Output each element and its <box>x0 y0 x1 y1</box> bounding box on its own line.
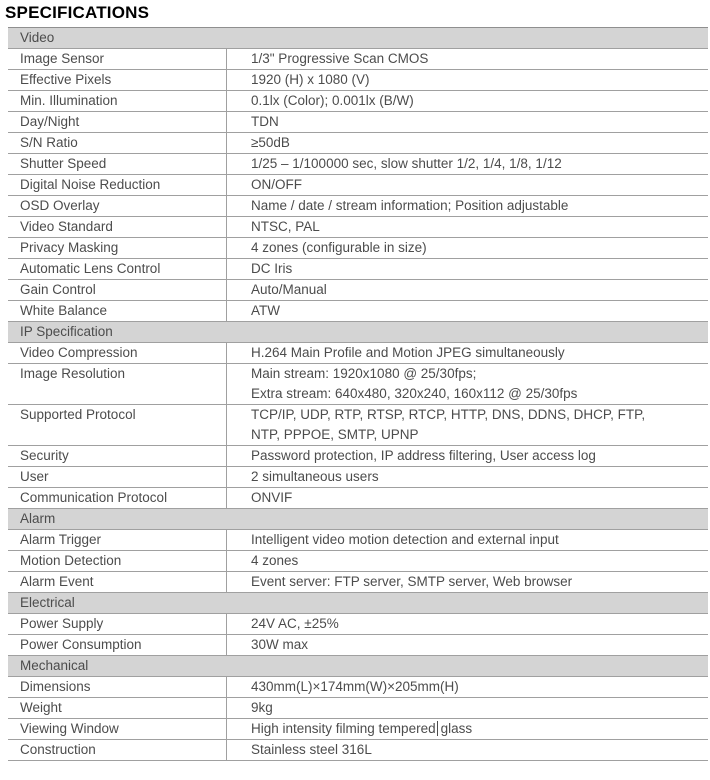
spec-row <box>8 635 708 656</box>
spec-label: User <box>20 469 49 484</box>
spec-row <box>8 280 708 301</box>
spec-row <box>8 530 708 551</box>
spec-value <box>226 301 708 321</box>
spec-value-text: 4 zones <box>251 553 299 568</box>
spec-value-text-after-cursor: glass <box>440 721 473 736</box>
spec-value-text: 1920 (H) x 1080 (V) <box>251 72 370 87</box>
spec-label: Alarm Event <box>20 574 94 589</box>
spec-label: Motion Detection <box>20 553 122 568</box>
spec-row <box>8 698 708 719</box>
spec-row <box>8 551 708 572</box>
spec-row <box>8 154 708 175</box>
spec-value <box>226 259 708 279</box>
spec-value-text: 2 simultaneous users <box>251 469 379 484</box>
spec-value-text: NTP, PPPOE, SMTP, UPNP <box>251 427 419 442</box>
spec-row <box>8 488 708 509</box>
spec-value-line <box>251 364 708 384</box>
spec-value-text: 1/25 – 1/100000 sec, slow shutter 1/2, 1/4, 1/8, 1/12 <box>251 156 562 171</box>
spec-label: Image Sensor <box>20 51 105 66</box>
spec-value <box>226 133 708 153</box>
section-header-electrical: Electrical <box>8 593 708 614</box>
spec-row <box>8 91 708 112</box>
spec-label: Power Supply <box>20 616 104 631</box>
spec-row <box>8 217 708 238</box>
spec-row <box>8 343 708 364</box>
spec-value-text: Event server: FTP server, SMTP server, Web browser <box>251 574 573 589</box>
spec-value-line <box>251 196 708 216</box>
spec-label: Shutter Speed <box>20 156 107 171</box>
spec-value-line <box>251 635 708 655</box>
section-header-video: Video <box>8 28 708 49</box>
spec-row <box>8 614 708 635</box>
spec-label: OSD Overlay <box>20 198 100 213</box>
spec-value <box>226 635 708 655</box>
page-title: SPECIFICATIONS <box>5 3 150 22</box>
spec-value-text: Name / date / stream information; Position adjustable <box>251 198 569 213</box>
spec-value-text: High intensity filming tempered <box>251 721 436 736</box>
spec-value <box>226 343 708 363</box>
spec-value-line <box>251 384 708 404</box>
spec-label: Effective Pixels <box>20 72 112 87</box>
spec-value <box>226 217 708 237</box>
text-cursor <box>437 721 438 736</box>
spec-value-line <box>251 488 708 508</box>
spec-value-line <box>251 740 708 760</box>
spec-label: Privacy Masking <box>20 240 119 255</box>
spec-value-text: ONVIF <box>251 490 293 505</box>
spec-value <box>226 70 708 90</box>
spec-value <box>226 614 708 634</box>
spec-value-text: Stainless steel 316L <box>251 742 372 757</box>
spec-value <box>226 572 708 592</box>
spec-value-line <box>251 530 708 550</box>
spec-value-line <box>251 425 708 445</box>
spec-label: Communication Protocol <box>20 490 168 505</box>
spec-value <box>226 175 708 195</box>
spec-label: Video Standard <box>20 219 113 234</box>
spec-label: Day/Night <box>20 114 80 129</box>
spec-value-line <box>251 677 708 697</box>
spec-value-line <box>251 343 708 363</box>
spec-row <box>8 112 708 133</box>
spec-value-line <box>251 551 708 571</box>
spec-label: Dimensions <box>20 679 91 694</box>
spec-label: Automatic Lens Control <box>20 261 161 276</box>
spec-value <box>226 112 708 132</box>
spec-row <box>8 196 708 217</box>
spec-value <box>226 719 708 739</box>
spec-row <box>8 259 708 280</box>
spec-value <box>226 467 708 487</box>
spec-value-line <box>251 301 708 321</box>
section-header-ip-specification: IP Specification <box>8 322 708 343</box>
spec-label: Supported Protocol <box>20 407 136 422</box>
spec-value-line <box>251 572 708 592</box>
spec-value-text: ON/OFF <box>251 177 302 192</box>
spec-label: Alarm Trigger <box>20 532 102 547</box>
spec-label: Gain Control <box>20 282 96 297</box>
spec-value <box>226 91 708 111</box>
spec-value <box>226 405 708 445</box>
spec-label: Construction <box>20 742 96 757</box>
spec-row <box>8 740 708 761</box>
spec-label: Min. Illumination <box>20 93 118 108</box>
specifications-table <box>8 27 708 761</box>
spec-row <box>8 70 708 91</box>
section-header-alarm: Alarm <box>8 509 708 530</box>
spec-value-line <box>251 405 708 425</box>
spec-row <box>8 446 708 467</box>
spec-value <box>226 238 708 258</box>
spec-value <box>226 280 708 300</box>
spec-value-text: 1/3" Progressive Scan CMOS <box>251 51 429 66</box>
spec-value-text: 30W max <box>251 637 309 652</box>
spec-value-line <box>251 467 708 487</box>
spec-value-line <box>251 175 708 195</box>
spec-value-text: Password protection, IP address filtering, User access log <box>251 448 596 463</box>
spec-value-line <box>251 280 708 300</box>
spec-label: Video Compression <box>20 345 138 360</box>
spec-value-text: ≥50dB <box>251 135 290 150</box>
section-header-mechanical: Mechanical <box>8 656 708 677</box>
spec-value-line <box>251 238 708 258</box>
spec-row <box>8 572 708 593</box>
spec-value-line <box>251 154 708 174</box>
spec-value <box>226 196 708 216</box>
spec-value <box>226 530 708 550</box>
spec-value <box>226 364 708 404</box>
spec-value-line <box>251 70 708 90</box>
spec-row <box>8 49 708 70</box>
spec-value <box>226 446 708 466</box>
spec-value <box>226 551 708 571</box>
spec-label: Viewing Window <box>20 721 119 736</box>
spec-value-text: ATW <box>251 303 280 318</box>
spec-value-line <box>251 446 708 466</box>
spec-label: White Balance <box>20 303 108 318</box>
spec-label: Weight <box>20 700 62 715</box>
spec-value-text: DC Iris <box>251 261 293 276</box>
spec-label: Security <box>20 448 69 463</box>
spec-value <box>226 677 708 697</box>
spec-value-line <box>251 719 708 739</box>
spec-row <box>8 238 708 259</box>
spec-value-line <box>251 112 708 132</box>
spec-value-text: Intelligent video motion detection and external input <box>251 532 559 547</box>
spec-label: S/N Ratio <box>20 135 78 150</box>
spec-value-text: Auto/Manual <box>251 282 327 297</box>
spec-row <box>8 719 708 740</box>
spec-value-line <box>251 259 708 279</box>
spec-row <box>8 677 708 698</box>
spec-row <box>8 405 708 446</box>
spec-row <box>8 175 708 196</box>
spec-value-line <box>251 49 708 69</box>
spec-value <box>226 698 708 718</box>
spec-row <box>8 467 708 488</box>
spec-label: Power Consumption <box>20 637 142 652</box>
spec-value-text: TCP/IP, UDP, RTP, RTSP, RTCP, HTTP, DNS, DDNS, DHCP, FTP, <box>251 407 646 422</box>
spec-value-line <box>251 698 708 718</box>
spec-value-text: 9kg <box>251 700 273 715</box>
spec-value-text: NTSC, PAL <box>251 219 320 234</box>
spec-value-line <box>251 91 708 111</box>
spec-value-line <box>251 614 708 634</box>
spec-row <box>8 301 708 322</box>
spec-value-text: Extra stream: 640x480, 320x240, 160x112 @ 25/30fps <box>251 386 578 401</box>
spec-value-text: Main stream: 1920x1080 @ 25/30fps; <box>251 366 477 381</box>
spec-value-text: H.264 Main Profile and Motion JPEG simultaneously <box>251 345 565 360</box>
spec-row <box>8 133 708 154</box>
spec-value-text: 430mm(L)×174mm(W)×205mm(H) <box>251 679 459 694</box>
spec-value <box>226 49 708 69</box>
spec-value-text: 24V AC, ±25% <box>251 616 339 631</box>
spec-row <box>8 364 708 405</box>
spec-value-text: 4 zones (configurable in size) <box>251 240 427 255</box>
spec-value <box>226 488 708 508</box>
spec-value <box>226 154 708 174</box>
spec-value-text: TDN <box>251 114 279 129</box>
spec-value-text: 0.1lx (Color); 0.001lx (B/W) <box>251 93 414 108</box>
spec-value-line <box>251 133 708 153</box>
spec-value-line <box>251 217 708 237</box>
spec-value <box>226 740 708 760</box>
spec-label: Digital Noise Reduction <box>20 177 161 192</box>
spec-label: Image Resolution <box>20 366 126 381</box>
